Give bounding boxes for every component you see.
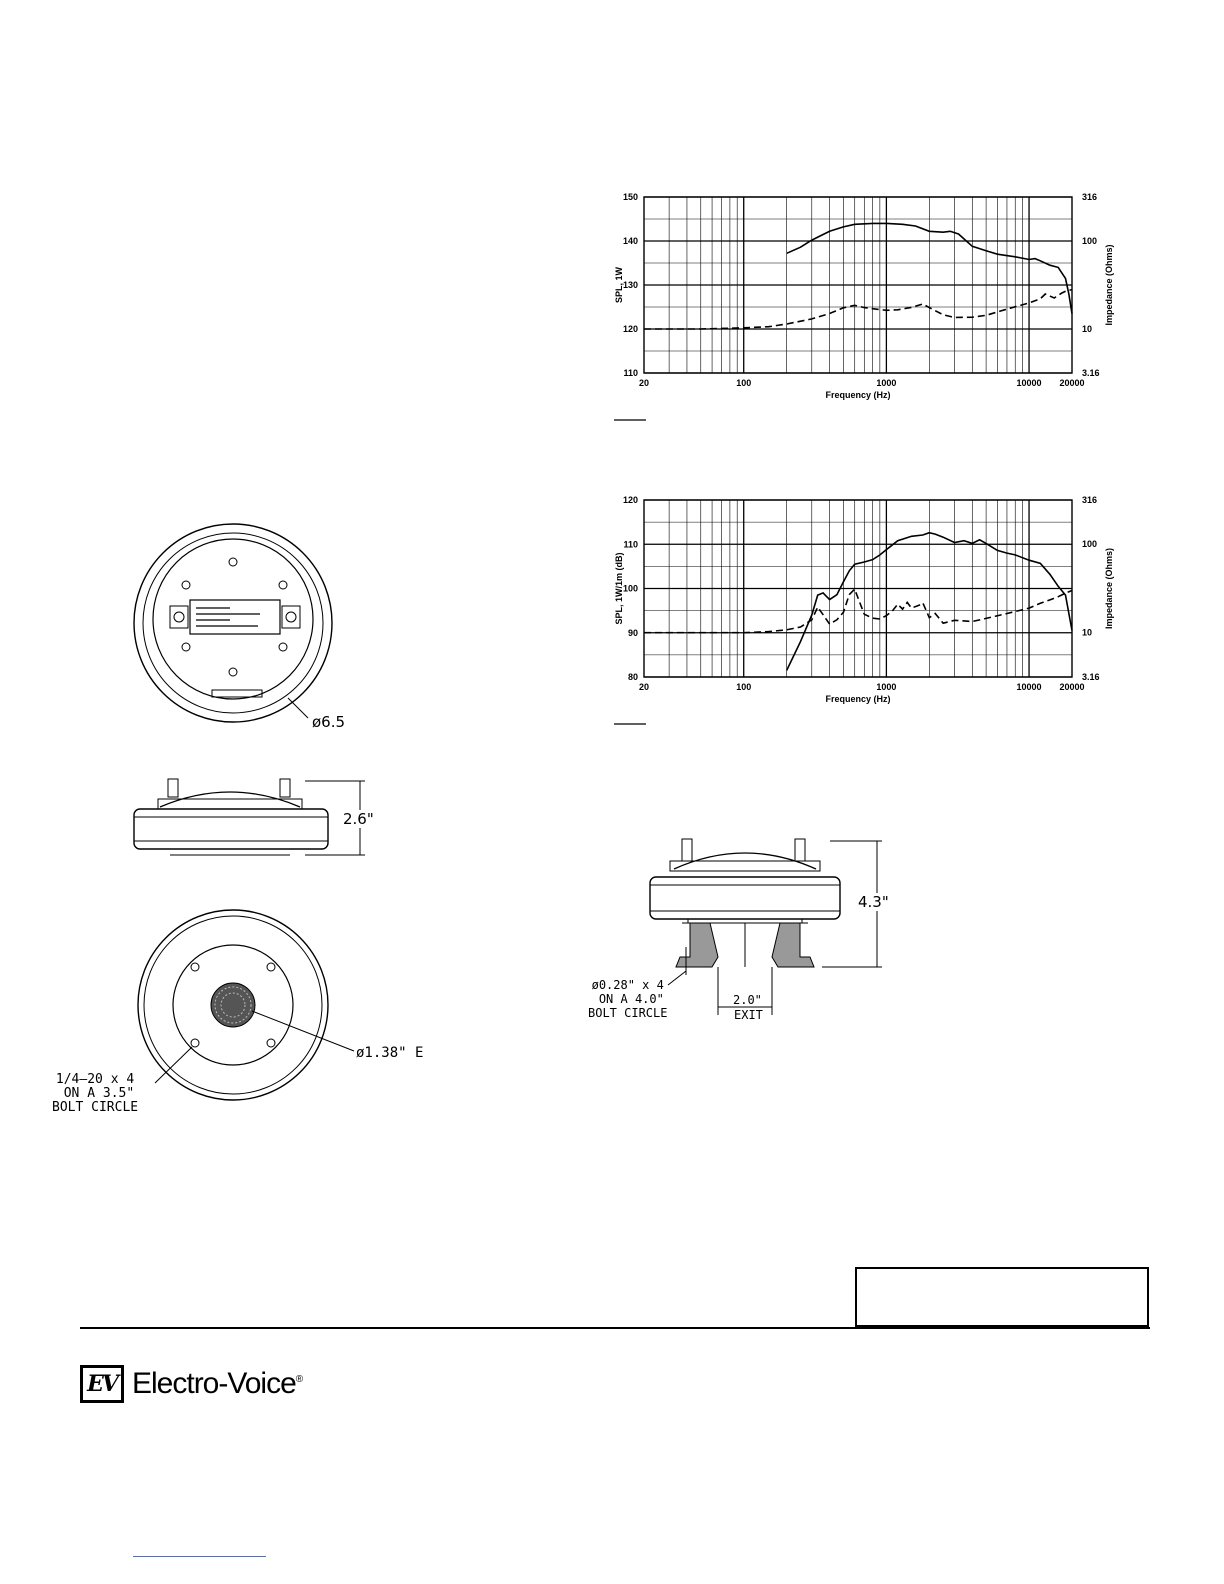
bottom-view-throat-label: ø1.38" E — [356, 1045, 424, 1061]
x-tick-label: 10000 — [1016, 682, 1042, 692]
y-tick-label: 80 — [627, 672, 638, 682]
y-right-axis-title: Impedance (Ohms) — [1104, 244, 1114, 326]
y-axis-title: SPL, 1W — [614, 266, 624, 304]
x-axis-title: Frequency (Hz) — [825, 694, 891, 704]
adapter-height-label: 4.3" — [858, 893, 889, 911]
registered-mark: ® — [295, 1374, 303, 1385]
y-tick-label: 130 — [622, 280, 638, 290]
y-right-tick-label: 316 — [1082, 495, 1098, 505]
x-tick-label: 100 — [736, 682, 752, 692]
y-right-tick-label: 10 — [1082, 627, 1093, 638]
y-right-tick-label: 100 — [1082, 235, 1098, 246]
driver-bottom-view-drawing — [130, 905, 430, 1095]
electro-voice-wordmark — [132, 1367, 302, 1401]
y-right-axis-title: Impedance (Ohms) — [1104, 547, 1114, 630]
adapter-exit-label: EXIT — [734, 1008, 763, 1022]
y-right-tick-label: 316 — [1082, 192, 1098, 202]
x-axis-title: Frequency (Hz) — [825, 390, 891, 400]
x-tick-label: 100 — [736, 378, 752, 388]
y-tick-label: 140 — [622, 236, 638, 246]
x-tick-label: 1000 — [876, 378, 897, 388]
y-axis-title: SPL, 1W/1m (dB) — [614, 552, 624, 625]
y-right-tick-label: 3.16 — [1082, 368, 1100, 378]
ev-logo-mark: EV — [80, 1365, 124, 1403]
footer-divider — [80, 1327, 1150, 1329]
y-right-tick-label: 10 — [1082, 323, 1093, 334]
y-right-tick-label: 100 — [1082, 539, 1098, 550]
y-right-tick-label: 3.16 — [1082, 672, 1100, 682]
side-view-height-label: 2.6" — [343, 810, 374, 828]
y-tick-label: 100 — [622, 583, 638, 594]
x-tick-label: 20 — [638, 682, 650, 692]
adapter-exit-dimension: 2.0" — [733, 993, 762, 1007]
adapter-bolt-note: ø0.28" x 4 ON A 4.0" BOLT CIRCLE — [588, 978, 668, 1020]
y-tick-label: 120 — [622, 324, 638, 334]
y-tick-label: 150 — [622, 192, 638, 202]
y-tick-label: 120 — [622, 495, 638, 505]
impedance-series-line — [644, 589, 1072, 633]
y-tick-label: 110 — [623, 539, 638, 550]
footer-link-underline[interactable] — [133, 1556, 266, 1557]
bottom-view-bolt-note: 1/4–20 x 4 ON A 3.5" BOLT CIRCLE — [52, 1072, 139, 1115]
blank-info-box — [855, 1267, 1149, 1327]
y-tick-label: 90 — [627, 627, 638, 638]
x-tick-label: 20000 — [1059, 682, 1085, 692]
driver-top-view-drawing — [130, 520, 430, 740]
y-tick-label: 110 — [623, 368, 638, 378]
x-tick-label: 10000 — [1016, 378, 1042, 388]
x-tick-label: 20 — [638, 378, 650, 388]
x-tick-label: 20000 — [1059, 378, 1085, 388]
logo-name: Electro-Voice — [132, 1367, 296, 1400]
top-view-diameter-label: ø6.5 — [312, 713, 346, 731]
electro-voice-logo — [80, 1365, 302, 1403]
x-tick-label: 1000 — [876, 682, 897, 692]
